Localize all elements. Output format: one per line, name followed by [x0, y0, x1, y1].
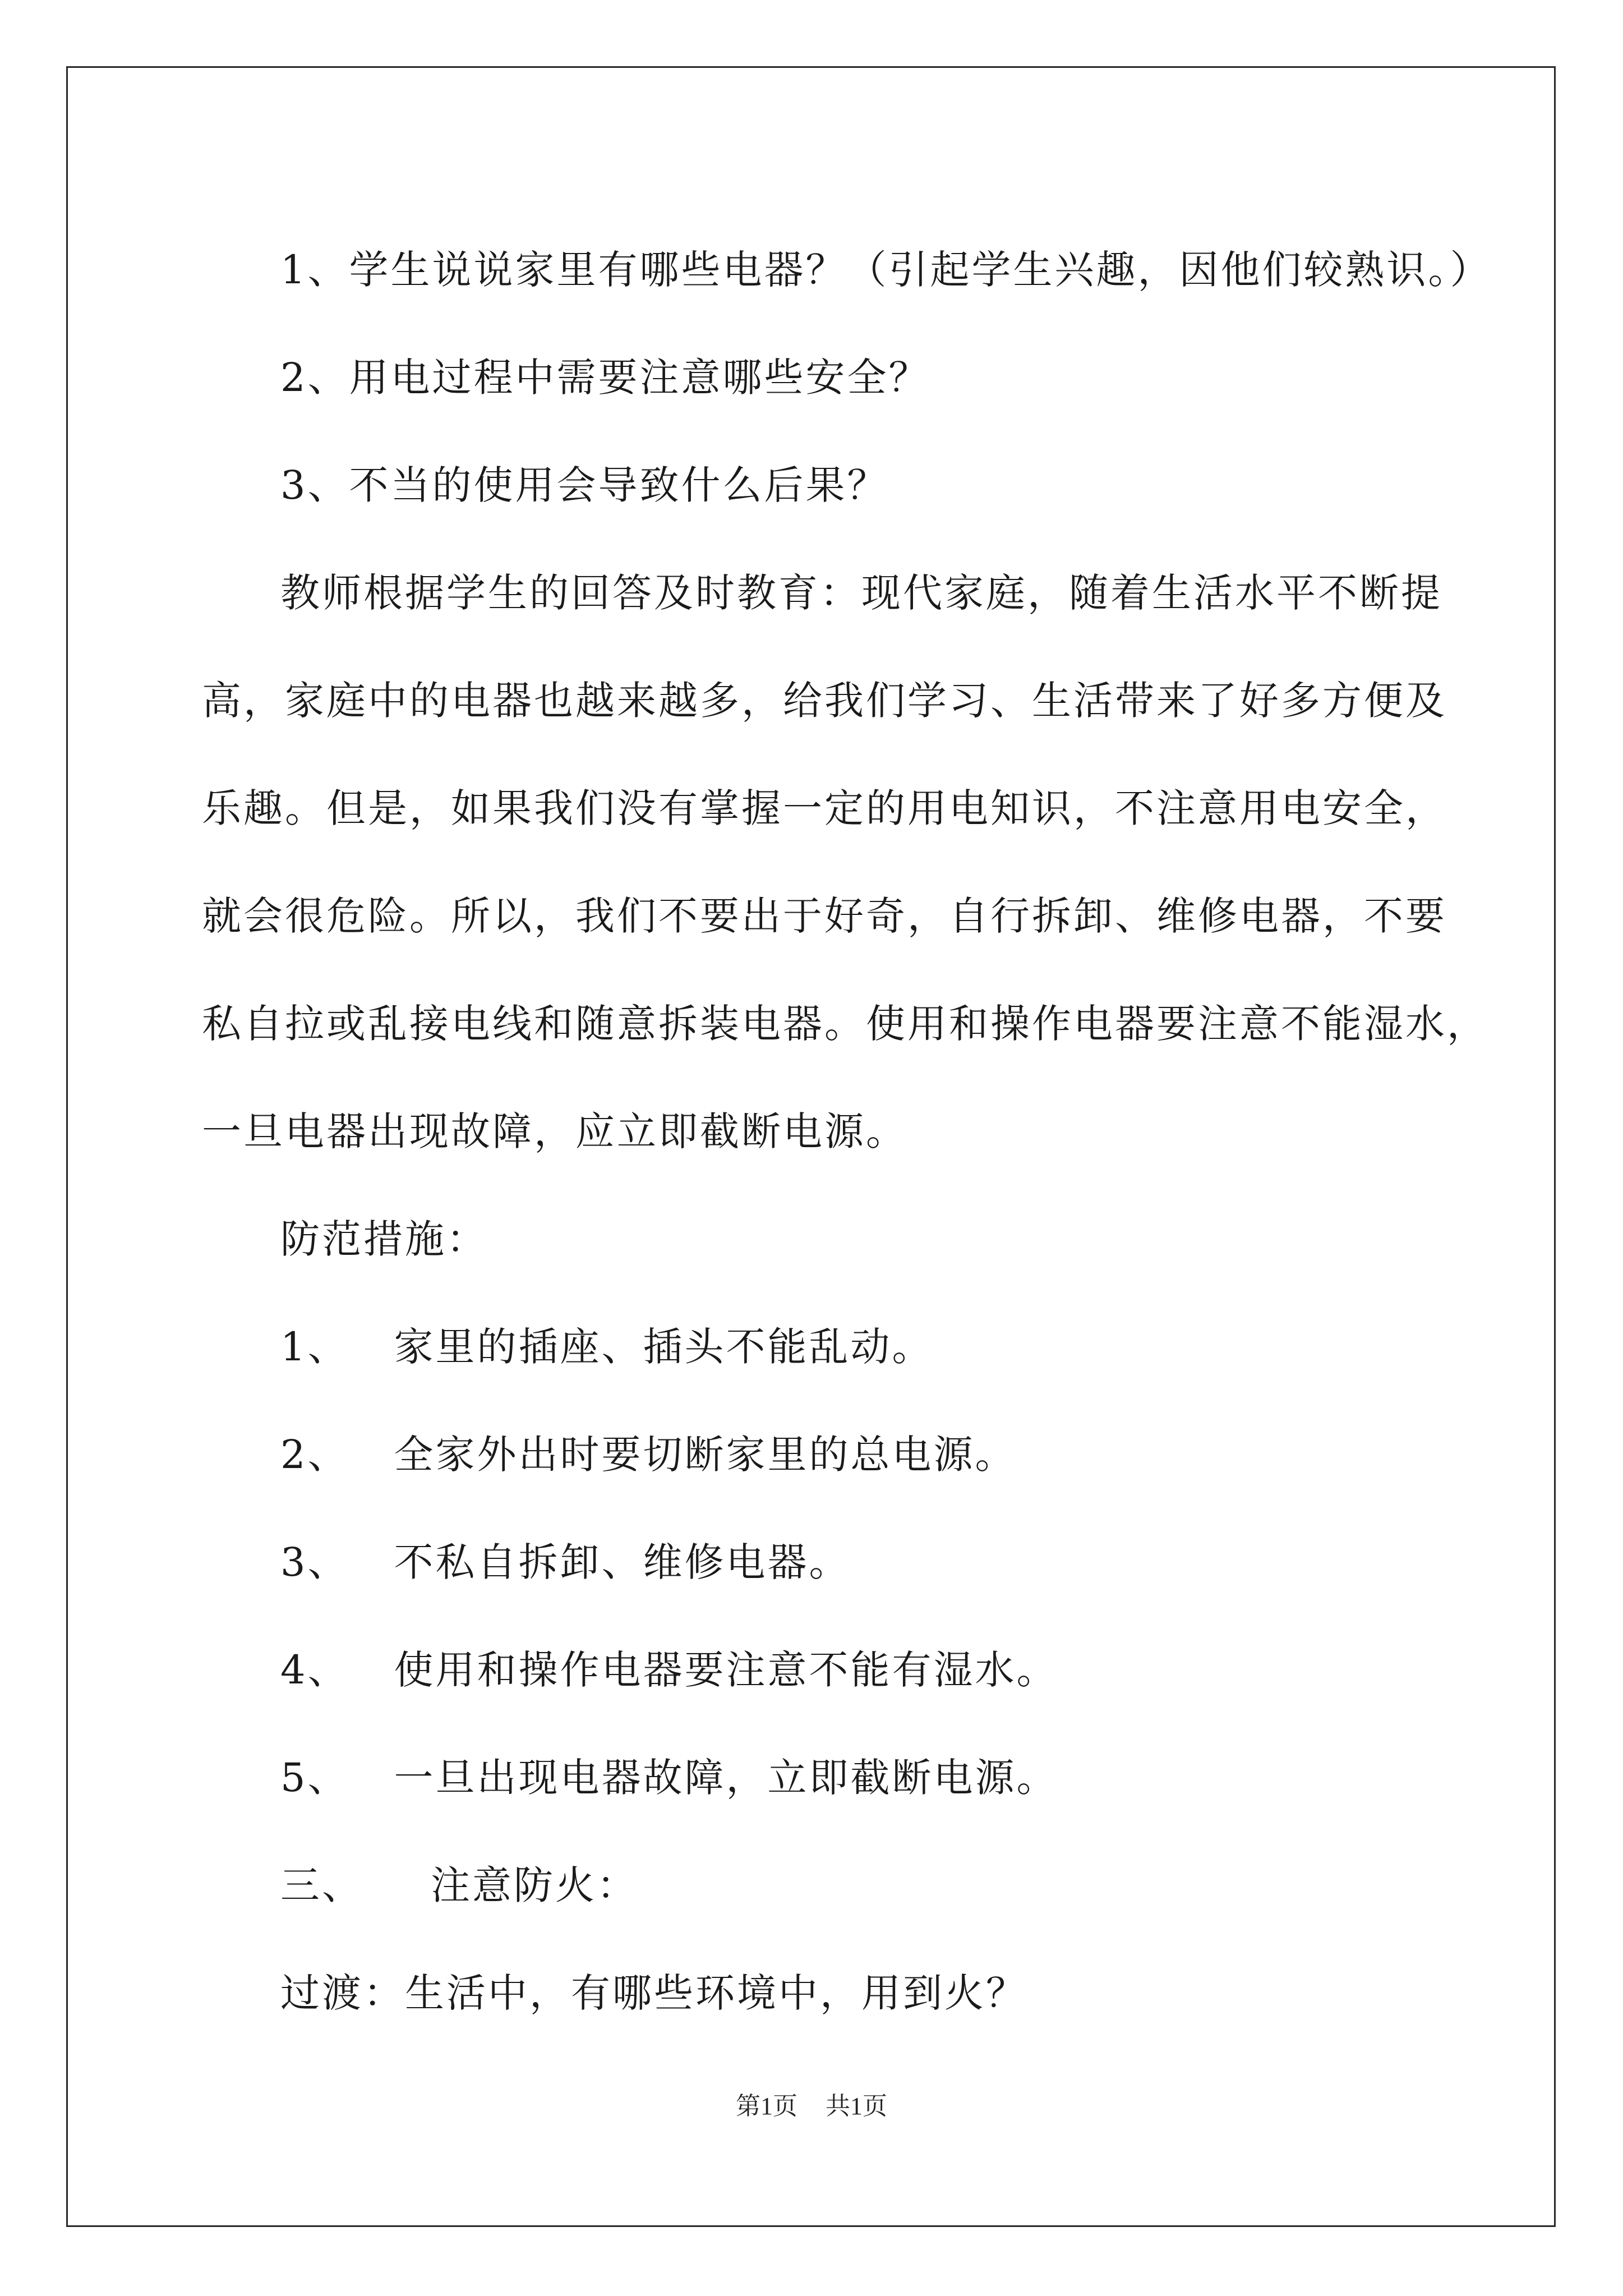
measure-text: 不私自拆卸、维修电器。 [394, 1539, 851, 1585]
section-three-heading [202, 1832, 1481, 1939]
measure-number: 1、 [280, 1324, 349, 1370]
teacher-paragraph-line: 私自拉或乱接电线和随意拆装电器。使用和操作电器要注意不能湿水， [202, 1001, 1488, 1047]
measure-text: 使用和操作电器要注意不能有湿水。 [394, 1647, 1058, 1693]
measure-item [202, 1724, 1481, 1832]
measure-text: 一旦出现电器故障，立即截断电源。 [394, 1755, 1058, 1801]
measure-item [202, 1401, 1481, 1508]
measure-number: 2、 [280, 1432, 349, 1478]
question-3: 3、不当的使用会导致什么后果？ [280, 462, 889, 508]
measures-heading: 防范措施： [280, 1216, 488, 1262]
teacher-paragraph-line: 就会很危险。所以，我们不要出于好奇，自行拆卸、维修电器，不要 [202, 893, 1447, 939]
question-2: 2、用电过程中需要注意哪些安全？ [280, 355, 930, 401]
page-number-total: 共1页 [826, 2092, 887, 2120]
measure-text: 家里的插座、插头不能乱动。 [394, 1324, 934, 1370]
measure-item [202, 1293, 1481, 1401]
transition-question: 过渡：生活中，有哪些环境中，用到火？ [280, 1970, 1027, 2016]
measure-number: 3、 [280, 1539, 349, 1585]
section-title: 注意防火： [431, 1862, 638, 1908]
measure-text: 全家外出时要切断家里的总电源。 [394, 1432, 1017, 1478]
teacher-paragraph-line: 教师根据学生的回答及时教育：现代家庭，随着生活水平不断提 [280, 570, 1442, 616]
measure-number: 4、 [280, 1647, 349, 1693]
teacher-paragraph-line: 乐趣。但是，如果我们没有掌握一定的用电知识，不注意用电安全， [202, 785, 1447, 831]
document-body [202, 216, 1492, 2047]
measure-item [202, 1508, 1481, 1616]
page-footer [0, 2086, 1623, 2122]
section-number: 三、 [280, 1862, 363, 1908]
measure-number: 5、 [280, 1755, 349, 1801]
teacher-paragraph-line: 高，家庭中的电器也越来越多，给我们学习、生活带来了好多方便及 [202, 678, 1447, 724]
measure-item [202, 1616, 1481, 1724]
question-1: 1、学生说说家里有哪些电器？（引起学生兴趣，因他们较熟识。） [280, 247, 1492, 293]
teacher-paragraph-line: 一旦电器出现故障，应立即截断电源。 [202, 1108, 907, 1154]
page-number-current: 第1页 [736, 2092, 797, 2120]
